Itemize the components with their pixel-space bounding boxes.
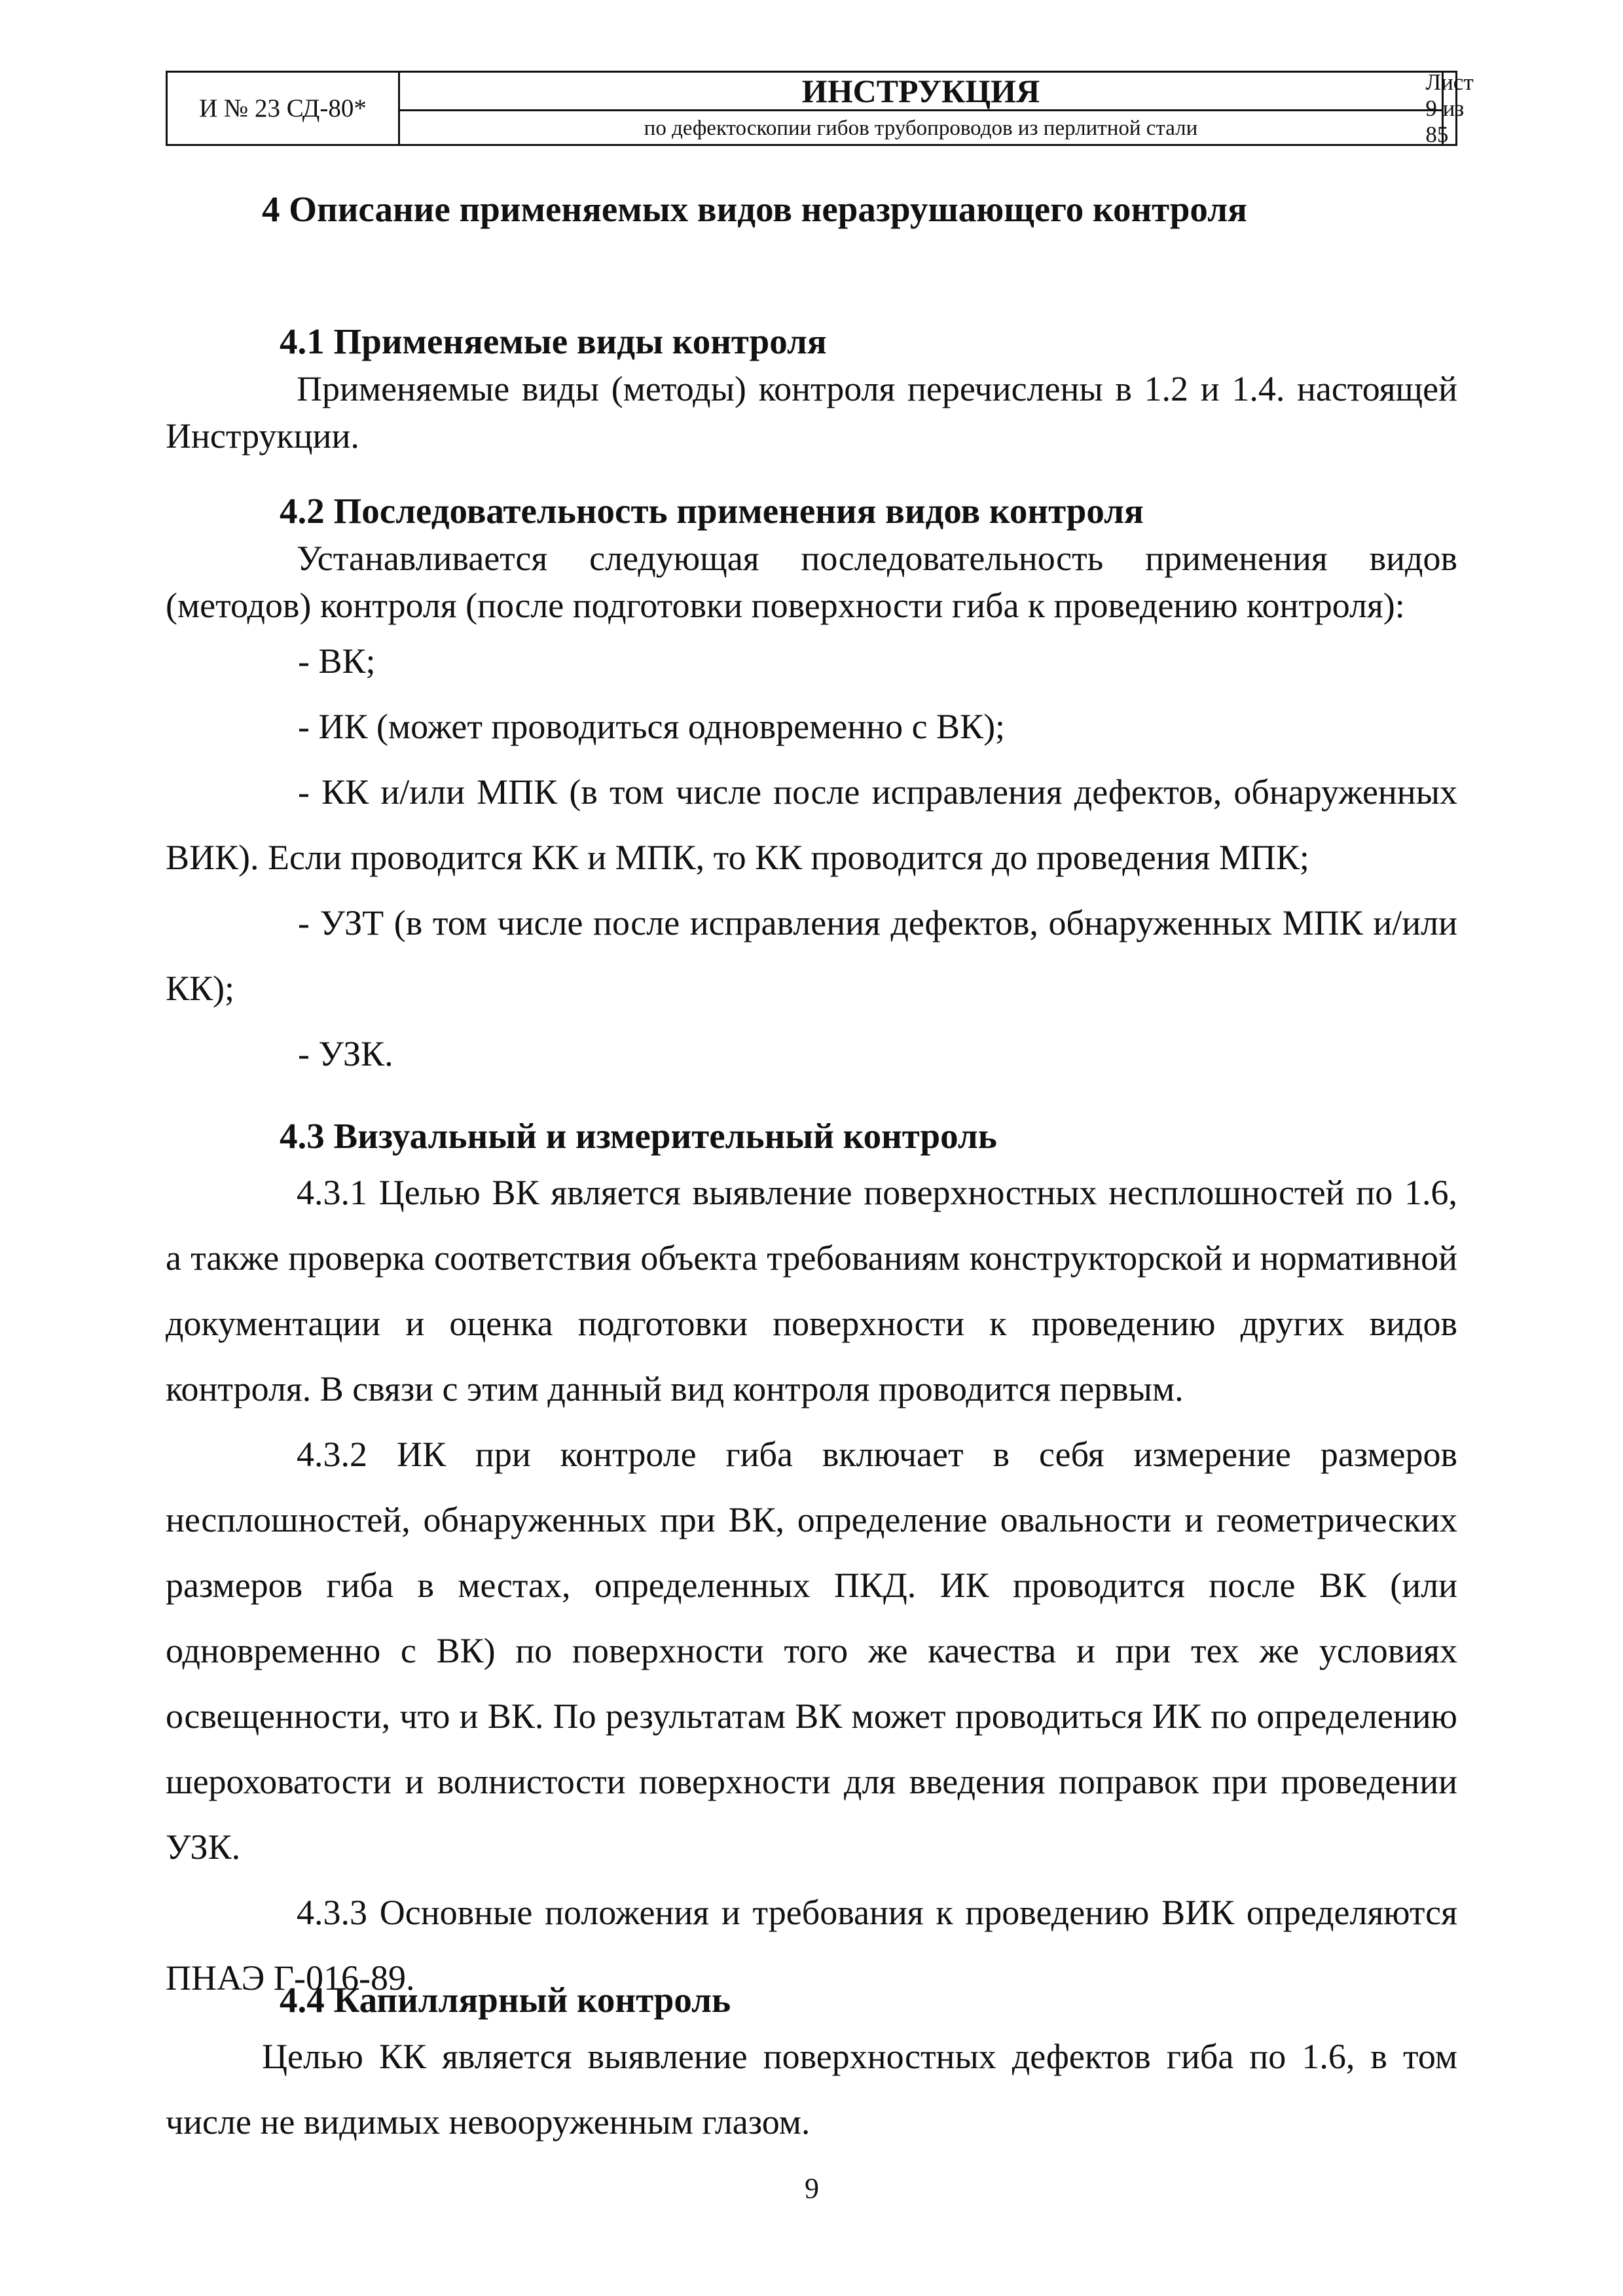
section-4-1-heading: 4.1 Применяемые виды контроля: [280, 321, 827, 361]
section-4-1: [166, 318, 1457, 459]
document-header: [166, 69, 1474, 147]
section-4-2: [166, 488, 1457, 629]
section-title: 4 Описание применяемых видов неразрушающего контроля: [262, 189, 1247, 229]
list-item: - КК и/или МПК (в том числе после исправления дефектов, обнаруженных ВИК). Если проводится КК и МПК, то КК проводится до проведения МПК;: [166, 772, 1457, 877]
list-item: - ВК;: [298, 641, 376, 681]
paragraph-4-3-2: 4.3.2 ИК при контроле гиба включает в себя измерение размеров несплошностей, обнаруженных при ВК, определение овальности и геометрических размеров гиба в местах, определенных ПКД. ИК проводится после ВК (или одновременно с ВК) по поверхности того же качества и при тех же условиях освещенности, что и ВК. По результатам ВК может проводиться ИК по определению шероховатости и волнистости поверхности для введения поправок при проведении УЗК.: [166, 1435, 1457, 1867]
section-4-2-heading: 4.2 Последовательность применения видов контроля: [280, 491, 1144, 531]
section-4-3-heading: 4.3 Визуальный и измерительный контроль: [280, 1116, 997, 1156]
sheet-number: Лист 9 из 85: [1425, 69, 1474, 147]
section-4-4-heading: 4.4 Капиллярный контроль: [280, 1980, 731, 2020]
section-4-3: [166, 1113, 1457, 2011]
document-id-text: И № 23 СД-80*: [199, 94, 367, 122]
paragraph-4-3-3: 4.3.3 Основные положения и требования к проведению ВИК определяются ПНАЭ Г-016-89.: [166, 1893, 1457, 1998]
list-item: - УЗК.: [298, 1034, 393, 1073]
section-4-2-list: [166, 628, 1457, 1086]
list-item: - УЗТ (в том числе после исправления дефектов, обнаруженных МПК и/или КК);: [166, 903, 1457, 1008]
header-subtitle: по дефектоскопии гибов трубопроводов из перлитной стали: [644, 117, 1198, 140]
section-4-2-intro: Устанавливается следующая последовательность применения видов (методов) контроля (после подготовки поверхности гиба к проведению контроля):: [166, 539, 1457, 625]
section-4-4-text: Целью КК является выявление поверхностных дефектов гиба по 1.6, в том числе не видимых невооруженным глазом.: [166, 2037, 1457, 2142]
sheet-cell: [1425, 69, 1474, 147]
header-title-cell: [400, 73, 1444, 144]
header-title: ИНСТРУКЦИЯ: [400, 73, 1442, 111]
paragraph-4-3-1: 4.3.1 Целью ВК является выявление поверхностных несплошностей по 1.6, а также проверка соответствия объекта требованиям конструкторской и нормативной документации и оценка подготовки поверхности к проведению других видов контроля. В связи с этим данный вид контроля проводится первым.: [166, 1173, 1457, 1408]
page-number: 9: [805, 2172, 819, 2204]
section-4-1-text: Применяемые виды (методы) контроля перечислены в 1.2 и 1.4. настоящей Инструкции.: [166, 369, 1457, 456]
list-item: - ИК (может проводиться одновременно с ВК);: [298, 707, 1006, 746]
document-id: [168, 73, 400, 144]
section-4-4: [166, 1977, 1457, 2155]
